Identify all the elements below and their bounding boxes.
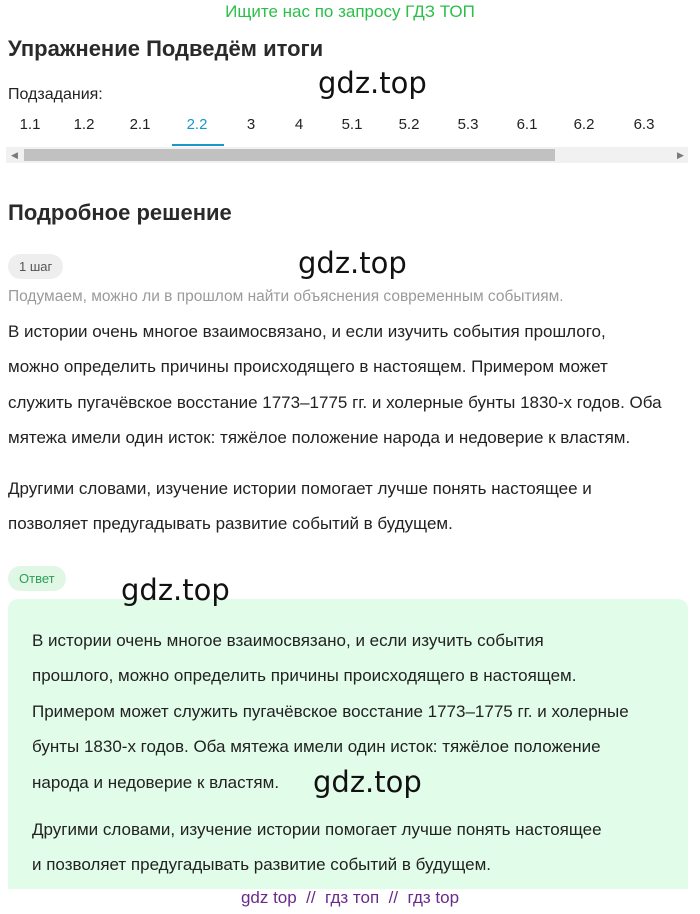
page-title: Упражнение Подведём итоги	[8, 36, 324, 61]
scrollbar-thumb[interactable]	[24, 149, 555, 161]
subtasks-label: Подзадания:	[8, 86, 103, 103]
watermark: gdz.top	[313, 765, 422, 799]
promo-banner[interactable]: Ищите нас по запросу ГДЗ ТОП	[225, 2, 475, 21]
solution-heading: Подробное решение	[8, 200, 232, 225]
text-line: народа и недоверие к властям.	[32, 772, 280, 792]
step-paragraph	[8, 471, 698, 542]
text-line: позволяет предугадывать развитие событий в будущем.	[8, 514, 453, 534]
scroll-right-icon[interactable]: ▶	[677, 150, 684, 160]
text-line: Другими словами, изучение истории помогает лучше понять настоящее и	[8, 479, 592, 498]
step-paragraph	[8, 314, 698, 456]
tab-5-3[interactable]: 5.3	[457, 116, 479, 133]
text-line: Примером может служить пугачёвское восстание 1773–1775 гг. и холерные	[32, 701, 629, 721]
tabs-scrollbar[interactable]	[6, 147, 688, 163]
tab-4[interactable]: 4	[294, 116, 304, 133]
tab-2-2[interactable]: 2.2	[186, 116, 208, 133]
text-line: Другими словами, изучение истории помогает лучше понять настоящее	[32, 820, 602, 839]
text-line: В истории очень многое взаимосвязано, и если изучить события прошлого,	[8, 322, 606, 341]
text-line: можно определить причины происходящего в настоящем. Примером может	[8, 357, 608, 377]
tab-5-2[interactable]: 5.2	[398, 116, 420, 133]
text-line: и позволяет предугадывать развитие событий в будущем.	[32, 855, 492, 875]
tab-1-2[interactable]: 1.2	[73, 116, 95, 133]
step-hint: Подумаем, можно ли в прошлом найти объяснения современным событиям.	[8, 288, 564, 305]
tab-6-3[interactable]: 6.3	[633, 116, 655, 133]
subtask-tabs	[0, 116, 700, 146]
tab-6-1[interactable]: 6.1	[516, 116, 538, 133]
tab-2-1[interactable]: 2.1	[129, 116, 151, 133]
answer-badge: Ответ	[8, 566, 66, 591]
tab-5-1[interactable]: 5.1	[341, 116, 363, 133]
text-line: В истории очень многое взаимосвязано, и если изучить события	[32, 631, 544, 650]
text-line: мятежа имели один исток: тяжёлое положение народа и недоверие к властям.	[8, 428, 631, 448]
text-line: бунты 1830-х годов. Оба мятежа имели один исток: тяжёлое положение	[32, 737, 601, 757]
step-badge: 1 шаг	[8, 254, 63, 279]
text-line: прошлого, можно определить причины происходящего в настоящем.	[32, 666, 577, 686]
watermark: gdz.top	[318, 66, 427, 100]
watermark: gdz.top	[121, 573, 230, 607]
answer-paragraph	[32, 812, 672, 883]
active-tab-indicator	[172, 144, 224, 146]
text-line: служить пугачёвское восстание 1773–1775 гг. и холерные бунты 1830-х годов. Оба	[8, 392, 662, 412]
footer-watermark: gdz top // гдз топ // гдз top	[240, 888, 460, 907]
watermark: gdz.top	[298, 246, 407, 280]
tab-6-2[interactable]: 6.2	[573, 116, 595, 133]
tab-1-1[interactable]: 1.1	[19, 116, 41, 133]
tab-3[interactable]: 3	[246, 116, 256, 133]
scroll-left-icon[interactable]: ◀	[11, 150, 18, 160]
